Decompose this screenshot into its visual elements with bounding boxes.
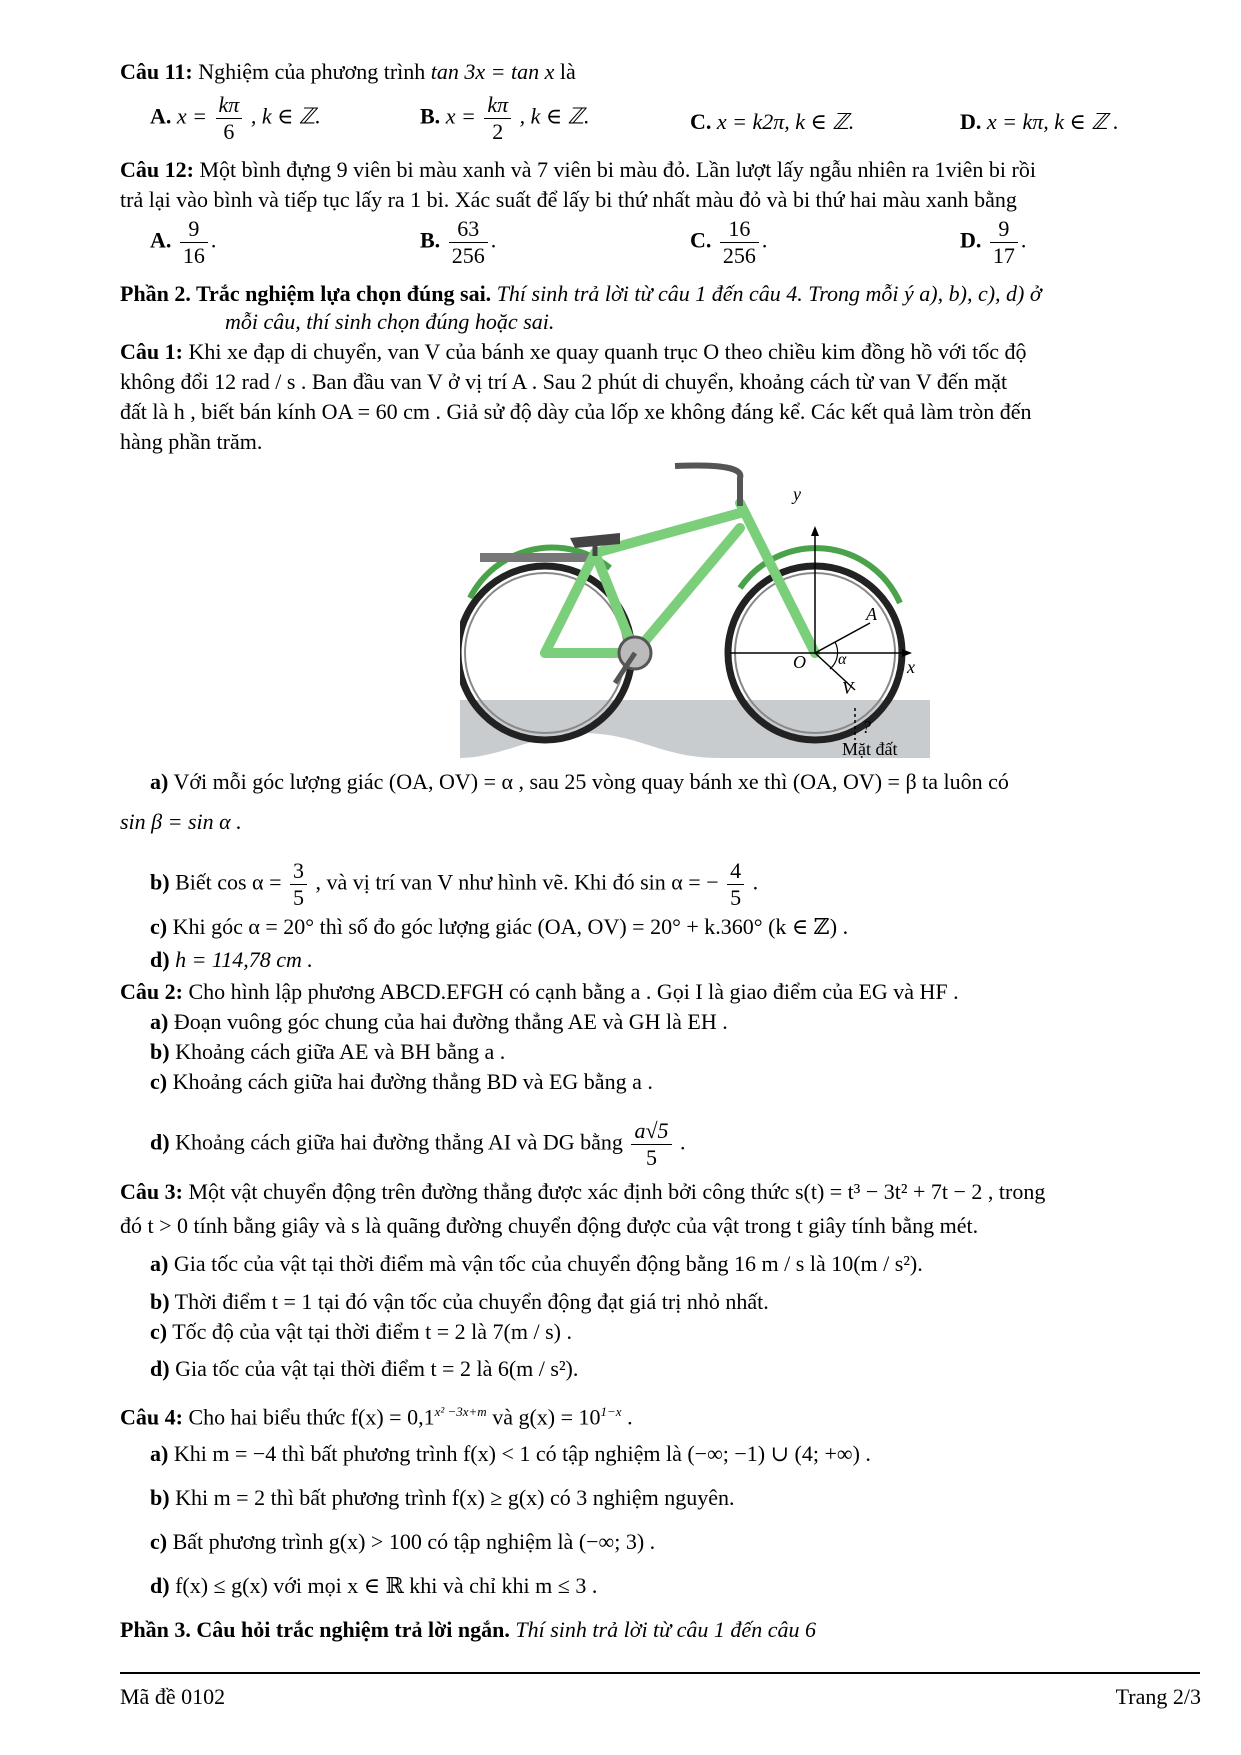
p2q1-label: Câu 1: xyxy=(120,339,183,364)
fig-alpha-label: α xyxy=(838,651,847,668)
q11-stem xyxy=(120,58,576,86)
item-label: a) xyxy=(150,1251,169,1276)
p2q3-line1 xyxy=(120,1178,1045,1206)
item-label: d) xyxy=(150,947,170,972)
numerator: 16 xyxy=(720,216,759,243)
denominator: 5 xyxy=(645,1145,657,1170)
fraction xyxy=(216,92,243,145)
fig-a-label: A xyxy=(866,604,877,624)
p2q3-b[interactable] xyxy=(150,1288,769,1316)
fraction xyxy=(631,1118,671,1171)
bike-frame xyxy=(545,503,815,653)
numerator: 3 xyxy=(290,858,307,885)
q12-text: Một bình đựng 9 viên bi màu xanh và 7 viên bi màu đỏ. Lần lượt lấy ngẫu nhiên ra 1viên bi rồi xyxy=(199,157,1036,182)
fig-h-label: ? xyxy=(862,717,871,737)
q11-option-b[interactable] xyxy=(420,92,590,145)
item-label: c) xyxy=(150,1069,168,1094)
option-pre: x = xyxy=(445,103,476,129)
item-label: a) xyxy=(150,1441,169,1466)
q11-option-c[interactable] xyxy=(690,108,854,136)
item-text: Tốc độ của vật tại thời điểm t = 2 là 7(m / s) . xyxy=(172,1319,572,1344)
item-text: Khoảng cách giữa hai đường thẳng AI và DG bằng xyxy=(175,1129,623,1155)
item-label: a) xyxy=(150,1009,169,1034)
part2-instruction: Thí sinh trả lời từ câu 1 đến câu 4. Trong mỗi ý a), b), c), d) ở xyxy=(496,281,1042,306)
p2q2-stem xyxy=(120,978,959,1006)
item-text: Khi góc α = 20° thì số đo góc lượng giác (OA, OV) = 20° + k.360° (k ∈ ℤ) . xyxy=(172,914,849,939)
q12-option-a[interactable]: A. $\frac{9}{16}$ . xyxy=(150,216,217,268)
p2q3-label: Câu 3: xyxy=(120,1179,183,1204)
exam-code: Mã đề 0102 xyxy=(120,1684,226,1709)
item-text: Khi m = −4 thì bất phương trình f(x) < 1 có tập nghiệm là (−∞; −1) ∪ (4; +∞) . xyxy=(173,1441,871,1466)
option-post: , k ∈ ℤ. xyxy=(519,103,590,129)
fraction xyxy=(180,216,208,269)
q11-suffix: là xyxy=(559,59,576,84)
item-text: h = 114,78 cm . xyxy=(175,947,313,972)
option-text: x = kπ, k ∈ ℤ . xyxy=(986,109,1119,134)
denominator: 6 xyxy=(223,119,235,144)
x-axis-arrow-icon xyxy=(902,649,912,657)
item-label: c) xyxy=(150,914,168,939)
p2q2-d[interactable] xyxy=(150,1118,686,1171)
p2q1-b[interactable] xyxy=(150,858,758,911)
p2q1-line1 xyxy=(120,338,1027,366)
item-text: Biết cos α = xyxy=(175,869,282,895)
p2q2-label: Câu 2: xyxy=(120,979,183,1004)
q11-text: Nghiệm của phương trình xyxy=(198,59,426,84)
numerator: a√5 xyxy=(631,1118,671,1145)
q11-equation: tan 3x = tan x xyxy=(430,59,555,84)
fraction xyxy=(290,858,307,911)
option-label: A. xyxy=(150,227,172,253)
item-text: Gia tốc của vật tại thời điểm mà vận tốc của chuyển động bằng 16 m / s là 10(m / s²). xyxy=(173,1251,923,1276)
fraction xyxy=(484,92,511,145)
p2q2-a[interactable] xyxy=(150,1008,728,1036)
part3-instruction: Thí sinh trả lời từ câu 1 đến câu 6 xyxy=(515,1617,816,1642)
rear-rack xyxy=(480,553,600,562)
p2q3-line2: đó t > 0 tính bằng giây và s là quãng đường chuyển động được của vật trong t giây tính bằng mét. xyxy=(120,1213,979,1238)
item-text: . xyxy=(752,869,759,895)
item-text: f(x) ≤ g(x) với mọi x ∈ ℝ khi và chỉ khi m ≤ 3 . xyxy=(175,1573,598,1598)
item-text: Khoảng cách giữa AE và BH bằng a . xyxy=(175,1039,506,1064)
item-label: b) xyxy=(150,869,170,895)
footer-divider xyxy=(120,1672,1200,1674)
part2-title: Phần 2. Trắc nghiệm lựa chọn đúng sai. xyxy=(120,281,492,306)
p2q3-text: Một vật chuyển động trên đường thẳng được xác định bởi công thức s(t) = t³ − 3t² + 7t − 2 , trong xyxy=(188,1179,1046,1204)
option-label: C. xyxy=(690,227,712,253)
bicycle-figure xyxy=(460,458,930,758)
denominator: 256 xyxy=(451,243,485,268)
option-post: , k ∈ ℤ. xyxy=(250,103,321,129)
q12-option-d[interactable]: D. $\frac{9}{17}$ . xyxy=(960,216,1027,268)
p2q2-b[interactable] xyxy=(150,1038,505,1066)
exponent: 1−x xyxy=(600,1404,622,1419)
item-text: Khoảng cách giữa hai đường thẳng BD và EG bằng a . xyxy=(172,1069,653,1094)
fraction xyxy=(990,216,1018,269)
p2q1-c[interactable] xyxy=(150,913,848,941)
p2q3-c[interactable] xyxy=(150,1318,572,1346)
q11-label: Câu 11: xyxy=(120,59,193,84)
p2q4-text: và g(x) = 10 xyxy=(486,1404,601,1430)
option-pre: x = xyxy=(176,103,208,129)
numerator: 9 xyxy=(180,216,208,243)
fraction xyxy=(449,216,488,269)
fig-y-label: y xyxy=(793,484,801,504)
p2q4-label: Câu 4: xyxy=(120,1404,183,1430)
p2q2-c[interactable] xyxy=(150,1068,653,1096)
p2q4-a[interactable] xyxy=(150,1440,871,1468)
p2q1-line2: không đổi 12 rad / s . Ban đầu van V ở vị trí A . Sau 2 phút di chuyển, khoảng cách từ van V đến mặt xyxy=(120,369,1008,394)
p2q3-d[interactable] xyxy=(150,1355,578,1383)
item-text: Thời điểm t = 1 tại đó vận tốc của chuyển động đạt giá trị nhỏ nhất. xyxy=(174,1289,769,1314)
option-label: B. xyxy=(420,227,441,253)
option-text: x = k2π, k ∈ ℤ. xyxy=(716,109,855,134)
p2q4-stem xyxy=(120,1398,633,1431)
p2q1-text: Khi xe đạp di chuyển, van V của bánh xe quay quanh trục O theo chiều kim đồng hồ với tốc độ xyxy=(188,339,1027,364)
fraction xyxy=(727,858,744,911)
exponent: x² −3x+m xyxy=(434,1404,487,1419)
item-label: b) xyxy=(150,1289,170,1314)
option-label: D. xyxy=(960,227,982,253)
segment-oa xyxy=(815,623,870,653)
item-text: Khi m = 2 thì bất phương trình f(x) ≥ g(x) có 3 nghiệm nguyên. xyxy=(175,1485,735,1510)
fig-v-label: V xyxy=(842,678,853,698)
item-text: Đoạn vuông góc chung của hai đường thẳng AE và GH là EH . xyxy=(173,1009,728,1034)
p2q4-c[interactable] xyxy=(150,1528,655,1556)
q12-stem-line1 xyxy=(120,156,1036,184)
item-label: d) xyxy=(150,1129,170,1155)
item-label: d) xyxy=(150,1573,170,1598)
item-label: c) xyxy=(150,1319,168,1344)
p2q1-line4: hàng phần trăm. xyxy=(120,429,263,454)
q12-option-c[interactable]: C. $\frac{16}{256}$ . xyxy=(690,216,768,268)
denominator: 5 xyxy=(730,885,742,910)
option-label: A. xyxy=(150,103,172,129)
fig-o-label: O xyxy=(793,652,806,672)
denominator: 16 xyxy=(182,243,205,268)
q11-option-a[interactable] xyxy=(150,92,321,145)
part3-title: Phần 3. Câu hỏi trắc nghiệm trả lời ngắn. xyxy=(120,1617,510,1642)
numerator: 9 xyxy=(990,216,1018,243)
fig-x-label: x xyxy=(907,657,915,677)
p2q4-text: . xyxy=(621,1404,633,1430)
denominator: 256 xyxy=(722,243,756,268)
q12-stem-line2: trả lại vào bình và tiếp tục lấy ra 1 bi. Xác suất để lấy bi thứ nhất màu đỏ và bi thứ hai màu xanh bằng xyxy=(120,187,1017,212)
item-text: . xyxy=(680,1129,686,1155)
item-label: a) xyxy=(150,769,169,794)
option-label: C. xyxy=(690,109,712,134)
item-label: d) xyxy=(150,1356,170,1381)
option-label: D. xyxy=(960,109,982,134)
item-text: , và vị trí van V như hình vẽ. Khi đó sin α = − xyxy=(315,869,719,895)
p2q2-text: Cho hình lập phương ABCD.EFGH có cạnh bằng a . Gọi I là giao điểm của EG và HF . xyxy=(188,979,959,1004)
p2q1-a-cont: sin β = sin α . xyxy=(120,809,242,834)
part2-heading xyxy=(120,280,1042,308)
y-axis-arrow-icon xyxy=(811,526,819,536)
fraction xyxy=(720,216,759,269)
numerator: kπ xyxy=(484,92,511,119)
part2-instruction-cont: mỗi câu, thí sinh chọn đúng hoặc sai. xyxy=(225,309,555,334)
item-text: Bất phương trình g(x) > 100 có tập nghiệm là (−∞; 3) . xyxy=(172,1529,656,1554)
part3-heading xyxy=(120,1616,816,1644)
p2q3-a[interactable] xyxy=(150,1250,923,1278)
numerator: 4 xyxy=(727,858,744,885)
item-label: b) xyxy=(150,1039,170,1064)
handlebar xyxy=(675,466,740,507)
item-label: c) xyxy=(150,1529,168,1554)
page-number: Trang 2/3 xyxy=(1115,1684,1201,1709)
denominator: 2 xyxy=(492,119,504,144)
p2q1-d[interactable] xyxy=(150,946,313,974)
option-label: B. xyxy=(420,103,441,129)
q11-option-d[interactable] xyxy=(960,108,1119,136)
numerator: kπ xyxy=(216,92,243,119)
item-text: Gia tốc của vật tại thời điểm t = 2 là 6(m / s²). xyxy=(175,1356,579,1381)
fig-ground-label: Mặt đất xyxy=(842,739,898,758)
item-text: Với mỗi góc lượng giác (OA, OV) = α , sau 25 vòng quay bánh xe thì (OA, OV) = β ta luôn có xyxy=(173,769,1009,794)
p2q1-a[interactable] xyxy=(150,768,1009,796)
item-label: b) xyxy=(150,1485,170,1510)
angle-arc xyxy=(830,642,838,669)
p2q4-b[interactable] xyxy=(150,1484,735,1512)
q12-label: Câu 12: xyxy=(120,157,194,182)
denominator: 5 xyxy=(293,885,304,910)
denominator: 17 xyxy=(992,243,1015,268)
p2q1-line3: đất là h , biết bán kính OA = 60 cm . Giả sử độ dày của lốp xe không đáng kể. Các kết quả làm tròn đến xyxy=(120,399,1032,424)
q12-option-b[interactable]: B. $\frac{63}{256}$ . xyxy=(420,216,497,268)
p2q4-d[interactable] xyxy=(150,1572,597,1600)
numerator: 63 xyxy=(449,216,488,243)
p2q4-text: Cho hai biểu thức f(x) = 0,1 xyxy=(188,1404,435,1430)
